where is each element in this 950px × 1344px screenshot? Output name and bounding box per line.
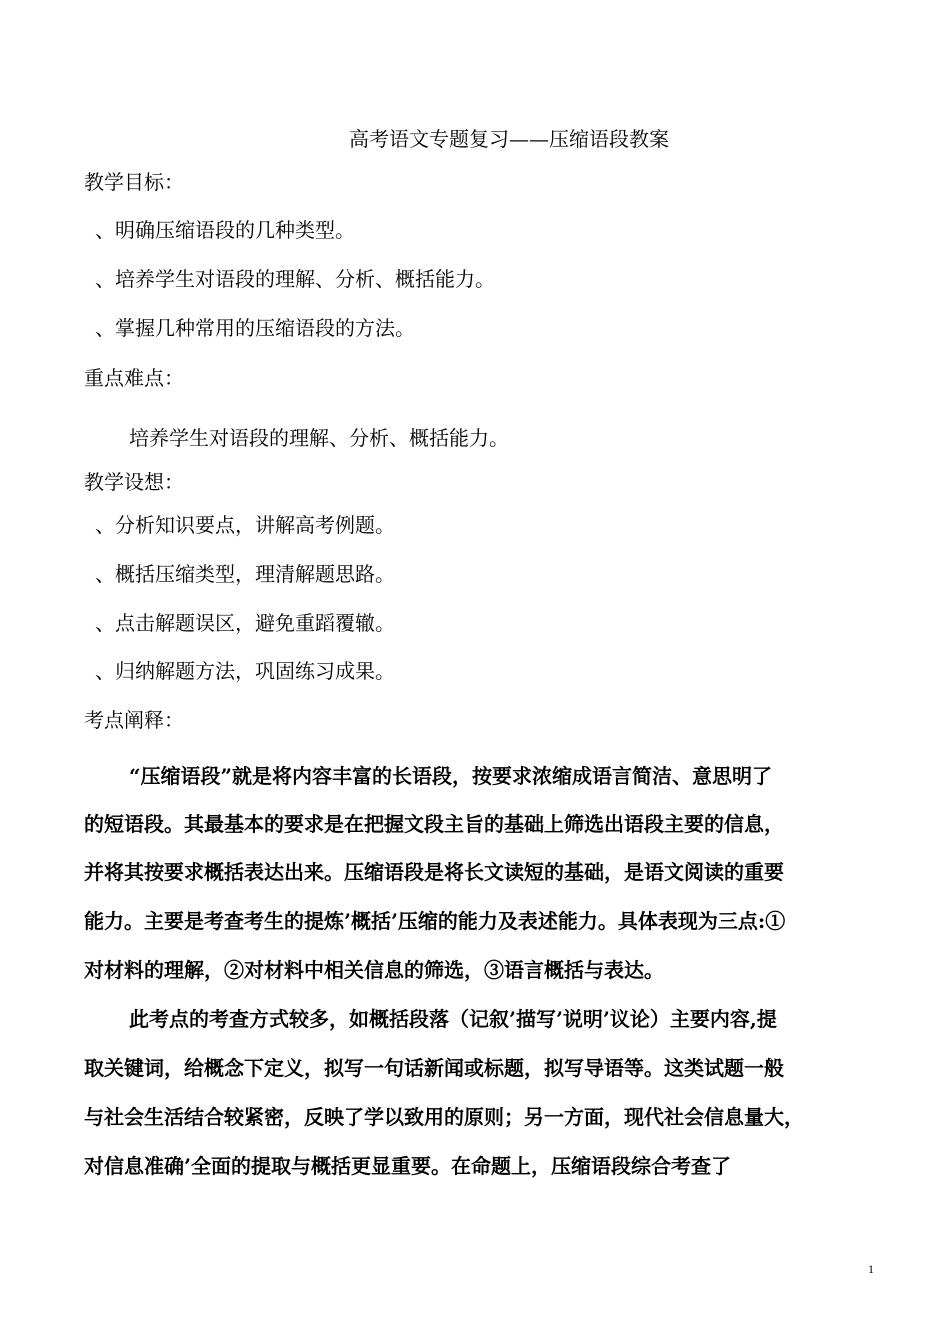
keypoints-heading: 重点难点： — [84, 366, 184, 390]
explain-p1-line-3: 并将其按要求概括表达出来。压缩语段是将长文读短的基础，是语文阅读的重要 — [84, 860, 784, 884]
keypoints-text: 培养学生对语段的理解、分析、概括能力。 — [129, 426, 509, 450]
design-item-1: 、分析知识要点，讲解高考例题。 — [95, 513, 395, 537]
objectives-item-3: 、掌握几种常用的压缩语段的方法。 — [95, 316, 415, 340]
design-heading: 教学设想： — [84, 470, 184, 494]
page-number: 1 — [868, 1262, 874, 1276]
explain-p2-line-4: 对信息准确’全面的提取与概括更显重要。在命题上，压缩语段综合考查了 — [84, 1154, 731, 1178]
explain-p2-line-1: 此考点的考查方式较多，如概括段落（记叙’描写’说明’议论）主要内容,提 — [129, 1007, 777, 1031]
explain-p1-line-5: 对材料的理解，②对材料中相关信息的筛选，③语言概括与表达。 — [84, 958, 664, 982]
design-item-3: 、点击解题误区，避免重蹈覆辙。 — [95, 611, 395, 635]
design-item-4: 、归纳解题方法，巩固练习成果。 — [95, 659, 395, 683]
design-item-2: 、概括压缩类型，理清解题思路。 — [95, 562, 395, 586]
page-title: 高考语文专题复习——压缩语段教案 — [349, 127, 669, 151]
explain-p2-line-3: 与社会生活结合较紧密，反映了学以致用的原则；另一方面，现代社会信息量大， — [84, 1105, 804, 1129]
objectives-item-1: 、明确压缩语段的几种类型。 — [95, 218, 355, 242]
explain-p1-line-2: 的短语段。其最基本的要求是在把握文段主旨的基础上筛选出语段主要的信息， — [84, 812, 784, 836]
explain-p1-line-1: “压缩语段”就是将内容丰富的长语段，按要求浓缩成语言简洁、意思明了 — [129, 764, 773, 788]
objectives-item-2: 、培养学生对语段的理解、分析、概括能力。 — [95, 267, 495, 291]
explain-p1-line-4: 能力。主要是考查考生的提炼’概括’压缩的能力及表述能力。具体表现为三点:① — [84, 909, 786, 933]
explain-p2-line-2: 取关键词，给概念下定义，拟写一句话新闻或标题，拟写导语等。这类试题一般 — [84, 1056, 784, 1080]
objectives-heading: 教学目标： — [84, 170, 184, 194]
explain-heading: 考点阐释： — [84, 708, 184, 732]
